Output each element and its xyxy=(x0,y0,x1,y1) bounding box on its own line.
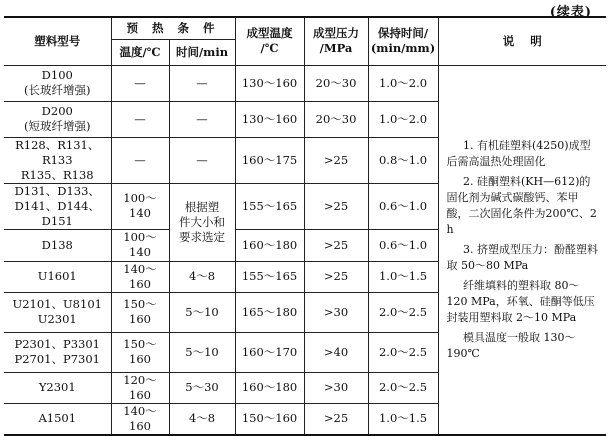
cell-hold: 2.0～2.5 xyxy=(368,292,438,332)
cell-mold-temp: 150～160 xyxy=(235,403,304,435)
cell-type: R128、R131、R133 R135、R138 xyxy=(4,137,111,183)
cell-mold-temp: 160～180 xyxy=(235,229,304,261)
cell-preheat-temp: 120～160 xyxy=(111,372,169,403)
cell-preheat-time: 4～8 xyxy=(169,403,235,435)
cell-type: A1501 xyxy=(4,403,111,435)
cell-hold: 1.0～2.0 xyxy=(368,65,438,101)
cell-preheat-time: 5～30 xyxy=(169,372,235,403)
cell-preheat-time: 5～10 xyxy=(169,332,235,372)
cell-hold: 1.0～1.5 xyxy=(368,403,438,435)
cell-mold-temp: 160～170 xyxy=(235,332,304,372)
cell-hold: 2.0～2.5 xyxy=(368,332,438,372)
cell-hold: 2.0～2.5 xyxy=(368,372,438,403)
cell-type: U1601 xyxy=(4,261,111,292)
cell-type: D200 (短玻纤增强) xyxy=(4,101,111,137)
cell-hold: 1.0～2.0 xyxy=(368,101,438,137)
cell-preheat-temp: 140～160 xyxy=(111,261,169,292)
cell-pressure: >25 xyxy=(304,137,368,183)
cell-preheat-temp: — xyxy=(111,65,169,101)
cell-mold-temp: 160～175 xyxy=(235,137,304,183)
cell-pressure: >30 xyxy=(304,372,368,403)
cell-pressure: 20～30 xyxy=(304,65,368,101)
header-preheat-temp: 温度/℃ xyxy=(111,39,169,65)
cell-pressure: >25 xyxy=(304,229,368,261)
cell-pressure: >25 xyxy=(304,403,368,435)
cell-hold: 0.6～1.0 xyxy=(368,229,438,261)
cell-mold-temp: 155～165 xyxy=(235,261,304,292)
cell-preheat-temp: 100～140 xyxy=(111,183,169,229)
header-notes: 说 明 xyxy=(438,17,606,65)
cell-preheat-temp: — xyxy=(111,137,169,183)
notes-cell xyxy=(438,65,606,435)
cell-pressure: >25 xyxy=(304,261,368,292)
cell-preheat-time: — xyxy=(169,137,235,183)
cell-mold-temp: 130～160 xyxy=(235,65,304,101)
note-item: 2. 硅酮塑料(KH—612)的固化剂为碱式碳酸钙、苯甲酸，二次固化条件为200℃、2 h xyxy=(446,174,597,236)
cell-preheat-temp: 140～160 xyxy=(111,403,169,435)
molding-conditions-table xyxy=(4,16,606,436)
cell-preheat-temp: 150～160 xyxy=(111,292,169,332)
cell-type: D100 (长玻纤增强) xyxy=(4,65,111,101)
header-hold-time: 保持时间/ (min/mm) xyxy=(368,17,438,65)
header-plastic-type: 塑料型号 xyxy=(4,17,111,65)
cell-hold: 0.8～1.0 xyxy=(368,137,438,183)
cell-pressure: >30 xyxy=(304,292,368,332)
cell-pressure: >25 xyxy=(304,183,368,229)
note-item: 1. 有机硅塑料(4250)成型后需高温热处理固化 xyxy=(446,138,591,168)
header-mold-pressure: 成型压力 /MPa xyxy=(304,17,368,65)
cell-type: P2301、P3301 P2701、P7301 xyxy=(4,332,111,372)
note-item: 3. 挤塑成型压力：酚醛塑料取 50～80 MPa xyxy=(446,242,599,272)
cell-preheat-temp: 150～160 xyxy=(111,332,169,372)
cell-preheat-time: 5～10 xyxy=(169,292,235,332)
cell-hold: 0.6～1.0 xyxy=(368,183,438,229)
continued-label: (续表) xyxy=(549,5,592,20)
note-item: 模具温度一般取 130～190℃ xyxy=(446,330,576,360)
cell-mold-temp: 160～180 xyxy=(235,372,304,403)
cell-preheat-time: — xyxy=(169,65,235,101)
cell-type: D138 xyxy=(4,229,111,261)
cell-pressure: >40 xyxy=(304,332,368,372)
cell-hold: 1.0～1.5 xyxy=(368,261,438,292)
cell-preheat-time: — xyxy=(169,101,235,137)
cell-preheat-time: 4～8 xyxy=(169,261,235,292)
cell-mold-temp: 165～180 xyxy=(235,292,304,332)
cell-pressure: 20～30 xyxy=(304,101,368,137)
cell-preheat-temp: 100～140 xyxy=(111,229,169,261)
cell-type: U2101、U8101 U2301 xyxy=(4,292,111,332)
header-preheat: 预 热 条 件 xyxy=(111,17,235,39)
header-preheat-time: 时间/min xyxy=(169,39,235,65)
note-item: 纤维填料的塑料取 80～120 MPa，环氧、硅酮等低压封装用塑料取 2～10 MPa xyxy=(446,278,595,324)
header-mold-temp: 成型温度 /℃ xyxy=(235,17,304,65)
cell-preheat-time-merged: 根据塑 件大小和 要求选定 xyxy=(169,183,235,261)
table-row xyxy=(4,65,606,101)
cell-preheat-temp: — xyxy=(111,101,169,137)
cell-mold-temp: 155～165 xyxy=(235,183,304,229)
cell-mold-temp: 130～160 xyxy=(235,101,304,137)
cell-type: Y2301 xyxy=(4,372,111,403)
cell-type: D131、D133、 D141、D144、D151 xyxy=(4,183,111,229)
